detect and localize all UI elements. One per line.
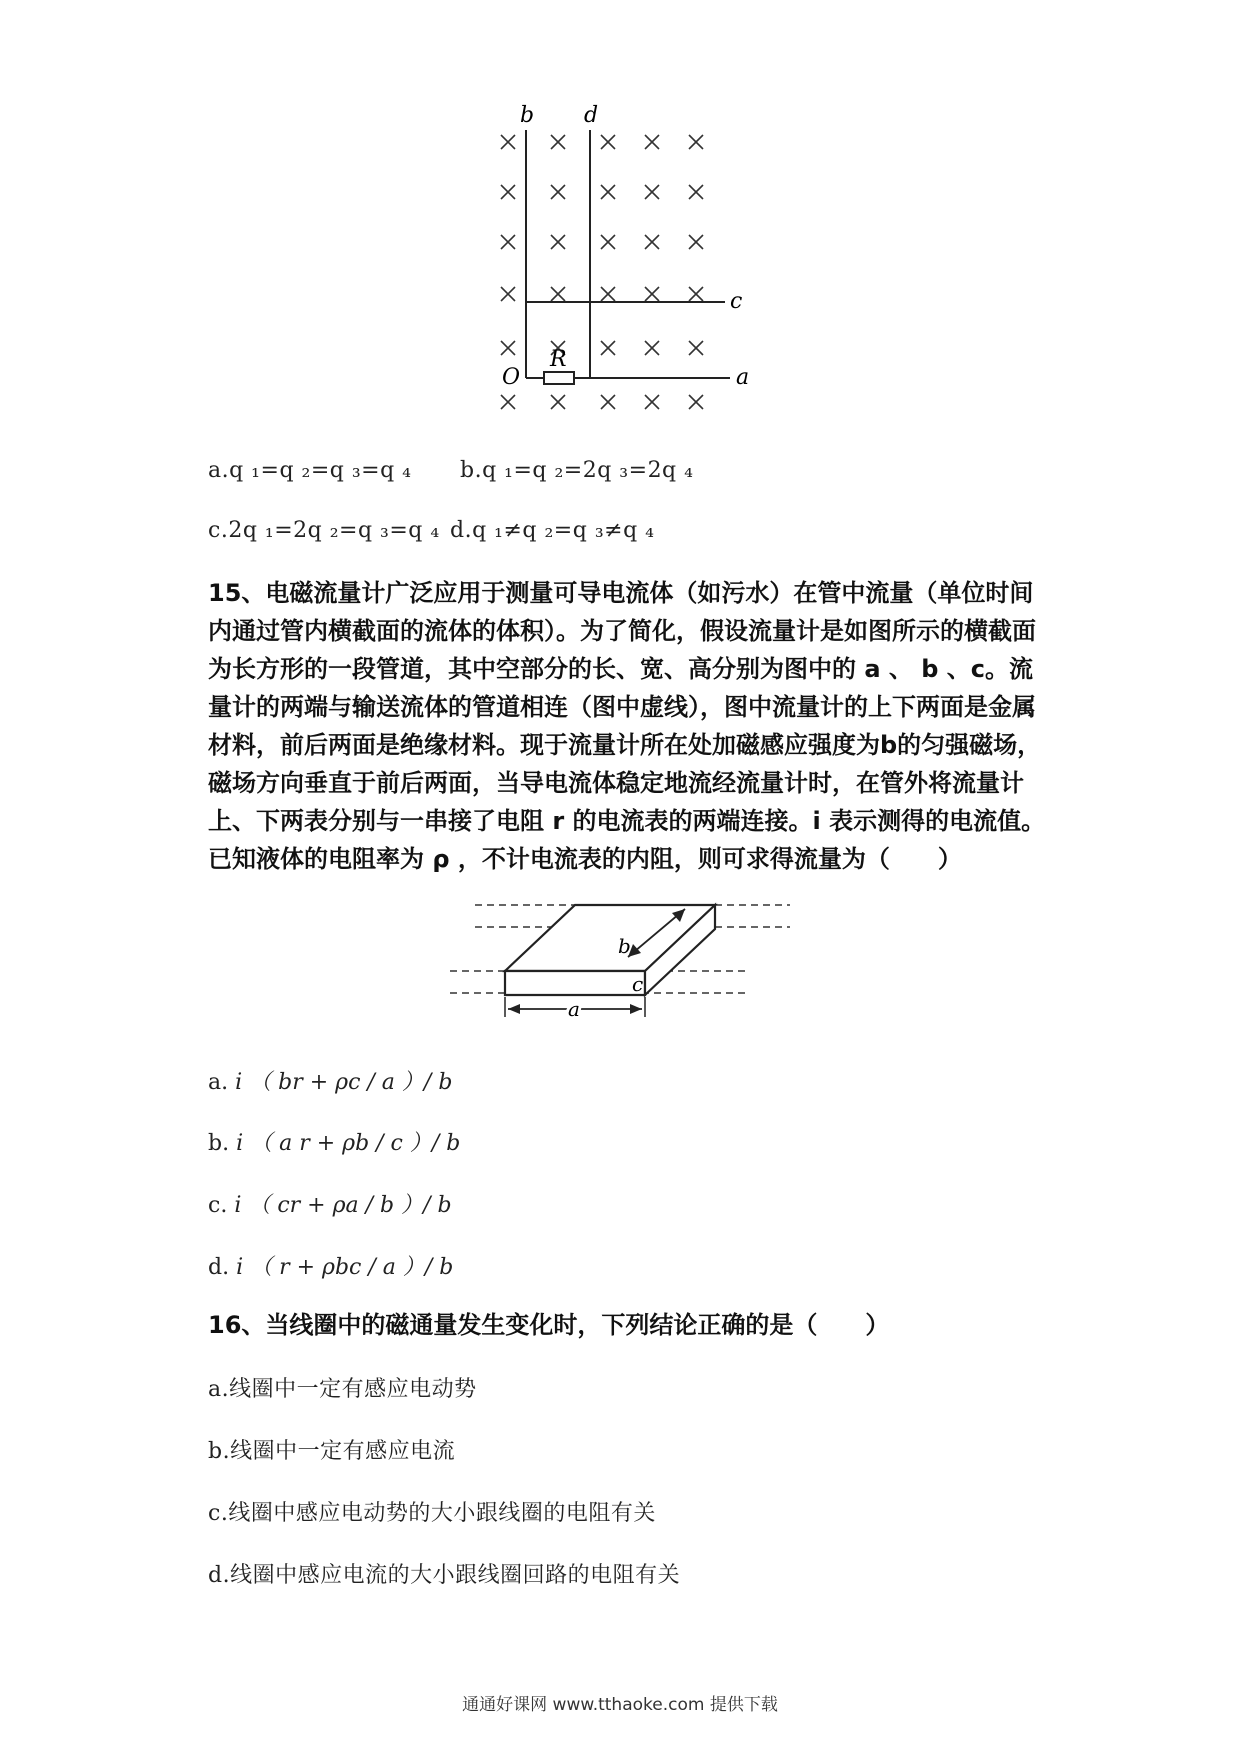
field-x-mark — [645, 287, 659, 301]
field-x-mark — [501, 185, 515, 199]
q14-option-b: b.q ₁=q ₂=2q ₃=2q ₄ — [460, 458, 694, 483]
q14-option-d: d.q ₁≠q ₂=q ₃≠q ₄ — [450, 518, 655, 543]
label-c: c — [730, 289, 743, 314]
arrow-a-right-head — [630, 1004, 642, 1014]
q16-option-b: b.线圈中一定有感应电流 — [208, 1439, 456, 1464]
field-x-mark — [551, 395, 565, 409]
field-x-mark — [601, 235, 615, 249]
q15-option-b: b. i （ a r + ρb / c ）/ b — [208, 1131, 461, 1156]
field-x-mark — [501, 235, 515, 249]
field-x-mark — [689, 341, 703, 355]
field-x-mark — [689, 185, 703, 199]
question-16-stem: 16、当线圈中的磁通量发生变化时，下列结论正确的是（ ） — [208, 1311, 890, 1339]
magnetic-field-circuit-diagram — [480, 100, 770, 420]
q14-option-a: a.q ₁=q ₂=q ₃=q ₄ — [208, 458, 412, 483]
q14-option-c: c.2q ₁=2q ₂=q ₃=q ₄ — [208, 518, 440, 543]
field-x-mark — [601, 135, 615, 149]
field-x-mark — [551, 185, 565, 199]
q16-option-c: c.线圈中感应电动势的大小跟线圈的电阻有关 — [208, 1501, 656, 1526]
field-x-mark — [645, 135, 659, 149]
label-O: O — [502, 365, 521, 390]
label-flow-a: a — [568, 997, 580, 1021]
label-a: a — [736, 365, 750, 390]
q15-option-d: d. i （ r + ρbc / a ）/ b — [208, 1255, 454, 1280]
flowmeter-front — [505, 971, 645, 995]
field-x-mark — [551, 135, 565, 149]
field-x-mark — [551, 287, 565, 301]
label-d: d — [584, 103, 599, 128]
field-x-mark — [645, 395, 659, 409]
q15-option-a: a. i （ br + ρc / a ）/ b — [208, 1070, 453, 1095]
field-marks — [501, 135, 703, 409]
flowmeter-diagram — [450, 895, 800, 1025]
q15-option-c: c. i （ cr + ρa / b ）/ b — [208, 1193, 452, 1218]
field-x-mark — [501, 287, 515, 301]
field-x-mark — [645, 235, 659, 249]
question-15-stem: 15、电磁流量计广泛应用于测量可导电流体（如污水）在管中流量（单位时间内通过管内横截面的流体的体积）。为了简化，假设流量计是如图所示的横截面为长方形的一段管道，其中空部分的长、宽、高分别为图中的 a 、 b 、c。流量计的两端与输送流体的管道相连（图中虚线），图中流量计的上下两面是金属材料，前后两面是绝缘材料。现于流量计所在处加磁感应强度为b的匀强磁场，磁场方向垂直于前后两面，当导电流体稳定地流经流量计时，在管外将流量计上、下两表分别与一串接了电阻 r 的电流表的两端连接。i 表示测得的电流值。已知液体的电阻率为 ρ ，不计电流表的内阻，则可求得流量为（ ） — [208, 579, 1046, 873]
field-x-mark — [501, 341, 515, 355]
arrow-a-left-head — [508, 1004, 520, 1014]
field-x-mark — [689, 235, 703, 249]
label-flow-c: c — [632, 972, 644, 996]
label-b: b — [520, 103, 535, 128]
q16-option-d: d.线圈中感应电流的大小跟线圈回路的电阻有关 — [208, 1563, 681, 1588]
field-x-mark — [645, 185, 659, 199]
field-x-mark — [601, 341, 615, 355]
q16-option-a: a.线圈中一定有感应电动势 — [208, 1377, 477, 1402]
field-x-mark — [601, 185, 615, 199]
field-x-mark — [689, 135, 703, 149]
field-x-mark — [601, 395, 615, 409]
field-x-mark — [689, 395, 703, 409]
field-x-mark — [689, 287, 703, 301]
field-x-mark — [501, 395, 515, 409]
label-flow-b: b — [618, 934, 631, 958]
field-x-mark — [645, 341, 659, 355]
field-x-mark — [551, 235, 565, 249]
field-x-mark — [601, 287, 615, 301]
page-footer: 通通好课网 www.tthaoke.com 提供下载 — [462, 1695, 778, 1715]
resistor-R — [544, 372, 574, 384]
label-R: R — [550, 347, 567, 372]
field-x-mark — [501, 135, 515, 149]
